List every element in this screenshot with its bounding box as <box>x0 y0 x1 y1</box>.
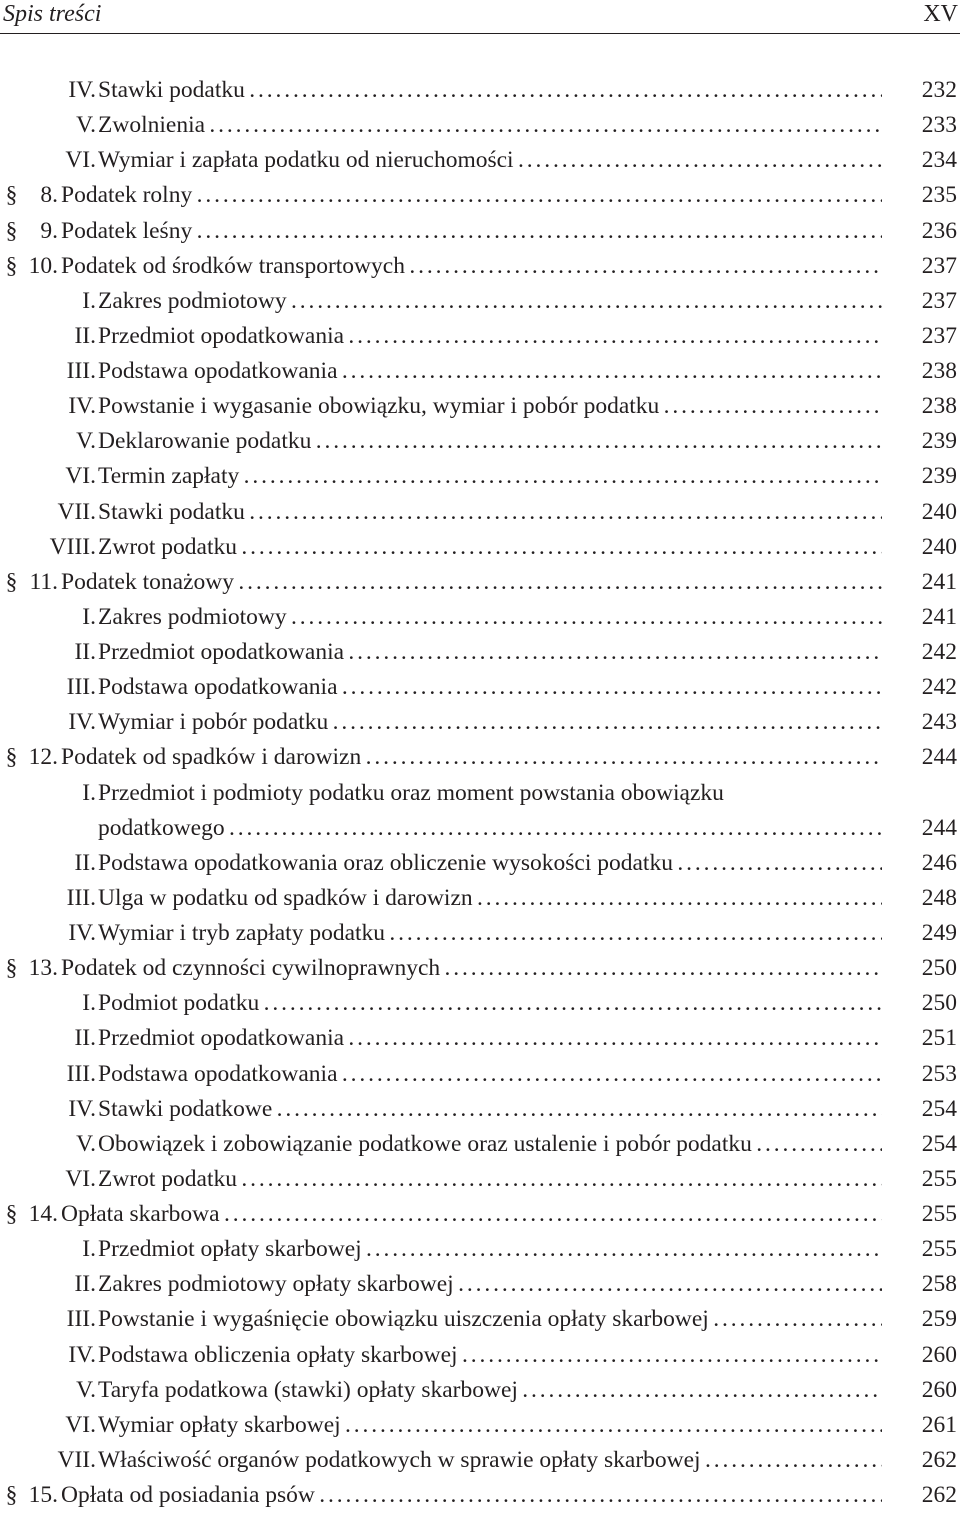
toc-entry-number: 12. <box>28 744 58 771</box>
toc-entry-number: 11. <box>29 568 58 595</box>
header-title: Spis treści <box>3 1 102 27</box>
toc-entry-title: Podatek od spadków i darowizn . . . <box>61 742 882 772</box>
toc-entry-title: Zwolnienia . . . <box>98 110 882 140</box>
toc-entry[interactable] <box>0 284 960 319</box>
toc-entry-page: 234 <box>921 147 957 174</box>
toc-entry-title: Powstanie i wygasanie obowiązku, wymiar i pobór podatku . . . <box>98 391 882 421</box>
toc-entry-page: 255 <box>921 1236 957 1263</box>
toc-entry-number: IV. <box>68 709 96 736</box>
toc-entry-number: IV. <box>68 920 96 946</box>
toc-entry-page: 250 <box>921 955 957 982</box>
toc-entry-page: 253 <box>921 1060 957 1087</box>
running-header <box>0 0 960 34</box>
toc-entry-page: 254 <box>921 1130 957 1157</box>
toc-entry-title: Podatek tonażowy . . . <box>61 567 882 597</box>
toc-entry-number: VIII. <box>49 533 96 560</box>
toc-entry[interactable] <box>0 495 960 530</box>
toc-entry-number: 14. <box>28 1201 58 1227</box>
toc-entry[interactable] <box>0 1092 960 1127</box>
toc-entry-page: 261 <box>921 1411 957 1438</box>
toc-entry-page: 251 <box>921 1025 957 1052</box>
toc-entry-number: III. <box>66 884 96 911</box>
toc-entry-title: Przedmiot opodatkowania . . . <box>98 637 882 667</box>
table-of-contents <box>0 73 960 1513</box>
toc-entry[interactable] <box>0 459 960 494</box>
toc-entry-number: 8. <box>40 182 58 209</box>
section-sign-icon: § <box>5 568 18 595</box>
toc-entry-title: Podatek rolny . . . <box>61 180 882 210</box>
toc-entry-title: Podmiot podatku . . . <box>98 988 882 1018</box>
toc-entry-number: VII. <box>57 1446 96 1473</box>
toc-entry[interactable] <box>0 1232 960 1267</box>
toc-entry-title: Obowiązek i zobowiązanie podatkowe oraz ustalenie i pobór podatku . . . <box>98 1129 882 1159</box>
section-sign-icon: § <box>5 955 18 982</box>
toc-entry-section[interactable] <box>0 565 960 600</box>
toc-entry-page: 260 <box>921 1341 957 1368</box>
toc-entry-page: 237 <box>921 287 957 314</box>
section-sign-icon: § <box>5 1482 18 1508</box>
toc-entry-section[interactable] <box>0 951 960 986</box>
toc-entry-title: Przedmiot i podmioty podatku oraz moment powstania obowiązku <box>98 779 724 806</box>
toc-entry-number: III. <box>66 674 96 701</box>
toc-entry-title: Wymiar i tryb zapłaty podatku . . . <box>98 918 882 948</box>
toc-entry-title: Termin zapłaty . . . <box>98 461 882 491</box>
toc-entry-number: I. <box>82 603 96 630</box>
toc-entry-section[interactable] <box>0 214 960 249</box>
toc-entry-page: 233 <box>921 112 957 139</box>
toc-entry[interactable] <box>0 424 960 459</box>
toc-entry[interactable] <box>0 108 960 143</box>
toc-entry-number: 10. <box>28 252 58 279</box>
toc-entry-title: Zakres podmiotowy opłaty skarbowej . . . <box>98 1269 882 1299</box>
toc-entry[interactable] <box>0 846 960 881</box>
toc-entry[interactable] <box>0 776 960 811</box>
toc-entry-page: 238 <box>921 358 957 384</box>
toc-entry-page: 241 <box>921 603 957 630</box>
toc-entry[interactable] <box>0 530 960 565</box>
toc-entry-number: V. <box>76 428 96 455</box>
toc-entry-title: Stawki podatku . . . <box>98 75 882 105</box>
toc-entry-title: Zwrot podatku . . . <box>98 1164 882 1194</box>
toc-entry-page: 246 <box>921 849 957 876</box>
toc-entry-title: Podatek od czynności cywilnoprawnych . . . <box>61 953 882 983</box>
toc-entry-page: 242 <box>921 674 957 701</box>
toc-entry[interactable] <box>0 811 960 846</box>
toc-entry[interactable] <box>0 73 960 108</box>
toc-entry-page: 238 <box>921 393 957 420</box>
toc-entry-number: IV. <box>68 77 96 103</box>
toc-entry-page: 240 <box>921 498 957 525</box>
toc-entry[interactable] <box>0 1162 960 1197</box>
toc-entry-title: Powstanie i wygaśnięcie obowiązku uiszczenia opłaty skarbowej . . . <box>98 1304 882 1334</box>
toc-entry-number: IV. <box>68 1095 96 1122</box>
toc-entry-section[interactable] <box>0 1197 960 1232</box>
section-sign-icon: § <box>5 182 18 209</box>
toc-entry-number: V. <box>76 1130 96 1157</box>
toc-entry-title: Podatek leśny . . . <box>61 216 882 246</box>
toc-entry[interactable] <box>0 635 960 670</box>
section-sign-icon: § <box>5 217 18 244</box>
toc-entry-page: 259 <box>921 1306 957 1333</box>
toc-entry-number: VI. <box>65 463 96 490</box>
toc-entry-page: 241 <box>921 568 957 595</box>
section-sign-icon: § <box>5 252 18 279</box>
toc-entry-page: 243 <box>921 709 957 736</box>
toc-entry-section[interactable] <box>0 740 960 775</box>
toc-entry-page: 236 <box>921 217 957 244</box>
toc-entry-title: Podstawa opodatkowania . . . <box>98 672 882 702</box>
toc-entry-page: 235 <box>921 182 957 209</box>
toc-entry[interactable] <box>0 1338 960 1373</box>
toc-entry[interactable] <box>0 1267 960 1302</box>
toc-entry[interactable] <box>0 1408 960 1443</box>
toc-entry[interactable] <box>0 1443 960 1478</box>
toc-entry-title: Podstawa opodatkowania oraz obliczenie wysokości podatku . . . <box>98 848 882 878</box>
toc-entry[interactable] <box>0 1302 960 1337</box>
toc-entry-number: II. <box>74 1271 96 1298</box>
toc-entry-title: Podatek od środków transportowych . . . <box>61 251 882 281</box>
toc-entry[interactable] <box>0 354 960 389</box>
toc-entry[interactable] <box>0 705 960 740</box>
toc-entry-number: IV. <box>68 1341 96 1368</box>
toc-entry-page: 262 <box>921 1446 957 1473</box>
toc-entry-title: Wymiar i zapłata podatku od nieruchomości . . . <box>98 145 882 175</box>
toc-entry-number: V. <box>76 112 96 139</box>
toc-entry-title: Podstawa opodatkowania . . . <box>98 356 882 386</box>
toc-entry[interactable] <box>0 143 960 178</box>
section-sign-icon: § <box>5 1201 18 1227</box>
toc-entry-title: Opłata od posiadania psów . . . <box>61 1480 882 1510</box>
section-sign-icon: § <box>5 744 18 771</box>
toc-entry-page: 240 <box>921 533 957 560</box>
toc-entry-number: 9. <box>40 217 58 244</box>
toc-entry-section[interactable] <box>0 249 960 284</box>
toc-entry-number: III. <box>66 358 96 384</box>
toc-entry-number: V. <box>76 1376 96 1403</box>
toc-entry-number: VII. <box>57 498 96 525</box>
toc-entry[interactable] <box>0 600 960 635</box>
toc-entry-page: 254 <box>921 1095 957 1122</box>
toc-entry[interactable] <box>0 986 960 1021</box>
toc-entry-title: Przedmiot opodatkowania . . . <box>98 321 882 351</box>
toc-entry-page: 255 <box>921 1165 957 1192</box>
toc-entry-title: Zakres podmiotowy . . . <box>98 286 882 316</box>
toc-entry-title: Stawki podatku . . . <box>98 497 882 527</box>
toc-entry[interactable] <box>0 1021 960 1056</box>
toc-entry-number: I. <box>82 287 96 314</box>
toc-entry-number: VI. <box>65 1411 96 1438</box>
toc-entry-title: Wymiar i pobór podatku . . . <box>98 707 882 737</box>
toc-entry-number: II. <box>74 639 96 665</box>
toc-entry-title: Zakres podmiotowy . . . <box>98 602 882 632</box>
toc-entry-page: 232 <box>921 77 957 103</box>
toc-entry[interactable] <box>0 916 960 951</box>
toc-entry[interactable] <box>0 319 960 354</box>
toc-entry-page: 237 <box>921 252 957 279</box>
toc-entry-number: 15. <box>28 1482 58 1508</box>
toc-entry-title: Deklarowanie podatku . . . <box>98 426 882 456</box>
toc-entry[interactable] <box>0 1127 960 1162</box>
toc-entry-title: Podstawa obliczenia opłaty skarbowej . . . <box>98 1340 882 1370</box>
toc-entry-number: I. <box>82 779 96 806</box>
toc-entry-number: III. <box>66 1060 96 1087</box>
toc-entry-title: Przedmiot opodatkowania . . . <box>98 1023 882 1053</box>
toc-entry[interactable] <box>0 1373 960 1408</box>
toc-entry-page: 255 <box>921 1201 957 1227</box>
toc-entry-number: VI. <box>65 1165 96 1192</box>
toc-entry-number: II. <box>74 322 96 349</box>
toc-entry[interactable] <box>0 881 960 916</box>
toc-entry-title: Właściwość organów podatkowych w sprawie opłaty skarbowej . . . <box>98 1445 882 1475</box>
toc-entry[interactable] <box>0 1057 960 1092</box>
toc-entry-page: 250 <box>921 990 957 1017</box>
toc-entry-page: 237 <box>921 322 957 349</box>
toc-entry-number: II. <box>74 1025 96 1052</box>
toc-entry-number: II. <box>74 849 96 876</box>
toc-entry-page: 258 <box>921 1271 957 1298</box>
toc-entry-title: Przedmiot opłaty skarbowej . . . <box>98 1234 882 1264</box>
toc-entry-title: Ulga w podatku od spadków i darowizn . . . <box>98 883 882 913</box>
toc-entry-title: Stawki podatkowe . . . <box>98 1094 882 1124</box>
toc-entry-title: Podstawa opodatkowania . . . <box>98 1059 882 1089</box>
toc-entry-section[interactable] <box>0 1478 960 1513</box>
toc-entry-page: 244 <box>921 814 957 841</box>
toc-entry-page: 242 <box>921 639 957 665</box>
toc-entry-number: VI. <box>65 147 96 174</box>
toc-entry-number: IV. <box>68 393 96 420</box>
toc-entry-title: podatkowego . . . <box>98 813 882 843</box>
toc-entry-title: Taryfa podatkowa (stawki) opłaty skarbowej . . . <box>98 1375 882 1405</box>
toc-entry-number: I. <box>82 990 96 1017</box>
toc-entry-section[interactable] <box>0 178 960 213</box>
toc-entry-page: 248 <box>921 884 957 911</box>
toc-entry-number: I. <box>82 1236 96 1263</box>
toc-entry-title: Opłata skarbowa . . . <box>61 1199 882 1229</box>
toc-entry-page: 239 <box>921 463 957 490</box>
header-page-number: XV <box>923 1 958 27</box>
toc-entry-page: 244 <box>921 744 957 771</box>
toc-entry-page: 260 <box>921 1376 957 1403</box>
toc-entry[interactable] <box>0 670 960 705</box>
toc-entry-title: Wymiar opłaty skarbowej . . . <box>98 1410 882 1440</box>
toc-entry-page: 262 <box>921 1482 957 1508</box>
toc-entry-page: 249 <box>921 920 957 946</box>
toc-entry-number: 13. <box>28 955 58 982</box>
toc-entry-page: 239 <box>921 428 957 455</box>
toc-entry-number: III. <box>66 1306 96 1333</box>
toc-entry-title: Zwrot podatku . . . <box>98 532 882 562</box>
toc-entry[interactable] <box>0 389 960 424</box>
